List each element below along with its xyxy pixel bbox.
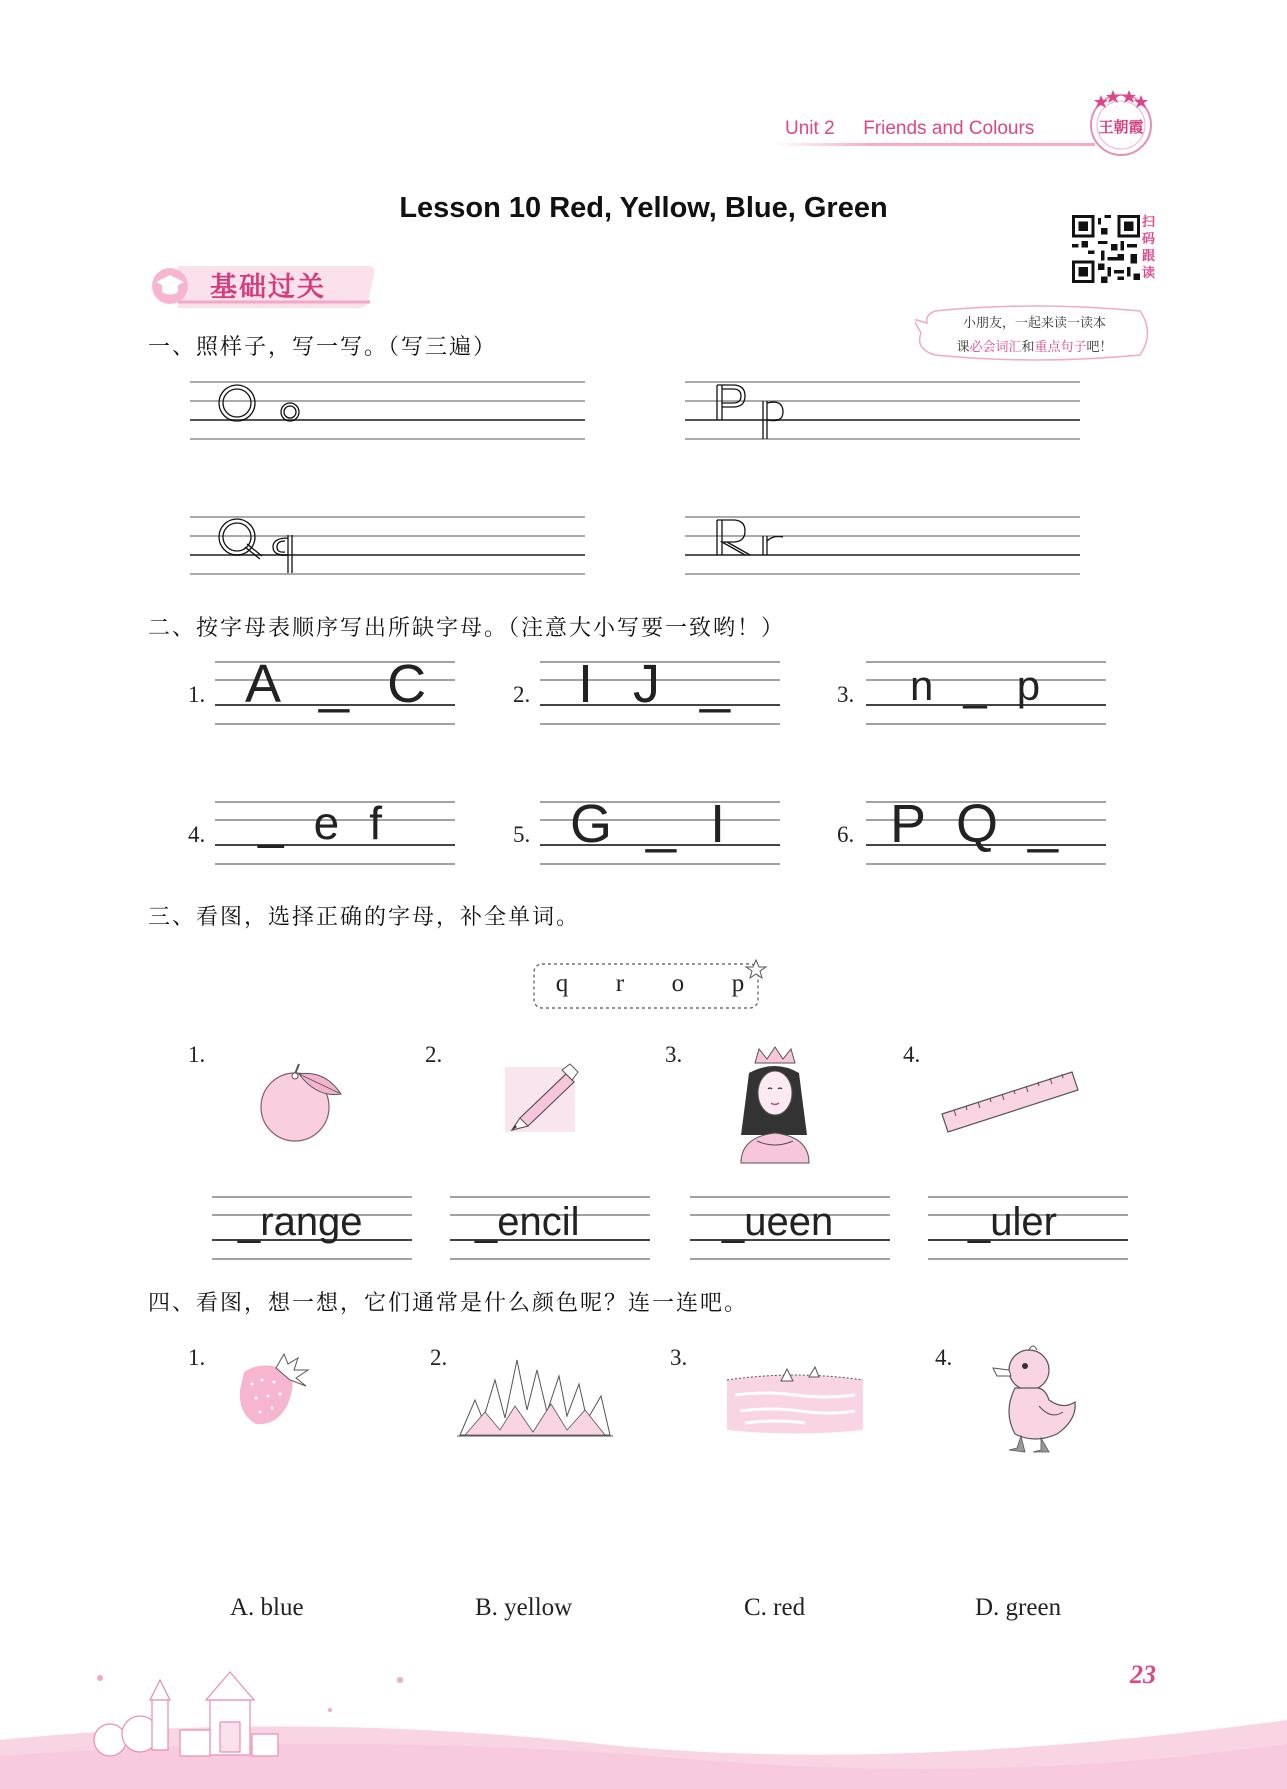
alphabet-letter: A: [245, 654, 282, 714]
color-option-blue[interactable]: A. blue: [230, 1594, 304, 1621]
qr-code-icon[interactable]: [1072, 215, 1140, 283]
missing-letter-blank[interactable]: _: [646, 794, 677, 854]
item-number: 1.: [188, 1345, 206, 1370]
item-number: 2.: [513, 682, 531, 707]
item-number: 3.: [837, 682, 855, 707]
alphabet-letter: Q: [956, 794, 999, 854]
letter-choice[interactable]: q: [555, 970, 569, 997]
word-orange[interactable]: _range: [238, 1200, 363, 1244]
item-number: 2.: [430, 1345, 448, 1370]
word-ruler[interactable]: _uler: [968, 1200, 1057, 1244]
svg-text:王朝霞: 王朝霞: [1098, 118, 1144, 136]
missing-letter-blank[interactable]: _: [319, 654, 350, 714]
alphabet-letter: P: [890, 794, 927, 854]
section3-heading: 三、看图，选择正确的字母，补全单词。: [148, 905, 581, 930]
badge-label: 基础过关: [210, 272, 326, 303]
alphabet-letter: e: [313, 797, 340, 849]
missing-letter-blank[interactable]: _: [258, 797, 284, 849]
castle-icon: [94, 1672, 278, 1756]
section2-heading: 二、按字母表顺序写出所缺字母。（注意大小写要一致哟！）: [148, 616, 786, 641]
missing-letter-blank[interactable]: _: [1028, 794, 1059, 854]
sample-letter-q: [219, 519, 292, 573]
lesson-title: Lesson 10 Red, Yellow, Blue, Green: [399, 192, 888, 224]
color-option-yellow[interactable]: B. yellow: [475, 1594, 573, 1621]
section1-heading: 一、照样子，写一写。（写三遍）: [148, 335, 498, 360]
alphabet-letter: G: [570, 794, 613, 854]
missing-letter-blank[interactable]: _: [700, 654, 731, 714]
item-number: 4.: [935, 1345, 953, 1370]
footer-decoration: [0, 1660, 1287, 1789]
unit-header: [785, 118, 1034, 140]
strawberry-icon: [232, 1350, 322, 1430]
grass-icon: [455, 1340, 615, 1440]
page-number: 23: [1130, 1660, 1156, 1689]
letter-choice[interactable]: p: [731, 970, 745, 997]
alphabet-letter: I: [710, 794, 726, 854]
queen-icon: [727, 1045, 822, 1165]
seal-icon: [1085, 85, 1157, 157]
letter-choice[interactable]: o: [671, 970, 685, 997]
word-queen[interactable]: _ueen: [722, 1200, 834, 1244]
header-divider: [775, 143, 1095, 146]
scan-label: 扫码跟读: [1142, 215, 1156, 281]
item-number: 3.: [670, 1345, 688, 1370]
ruler-icon: [940, 1070, 1080, 1145]
item-number: 1.: [188, 682, 206, 707]
missing-letter-blank[interactable]: _: [963, 662, 987, 709]
letter-choice[interactable]: r: [615, 970, 625, 997]
item-number: 2.: [425, 1042, 443, 1067]
pencil-icon: [500, 1062, 580, 1137]
sample-letter-r: [717, 520, 783, 555]
color-option-green[interactable]: D. green: [975, 1594, 1062, 1621]
water-icon: [725, 1365, 865, 1440]
unit-label: Unit 2: [785, 118, 835, 139]
alphabet-letter: p: [1016, 662, 1041, 709]
orange-icon: [255, 1060, 350, 1145]
color-option-red[interactable]: C. red: [744, 1594, 806, 1621]
alphabet-letter: f: [369, 797, 382, 849]
alphabet-letter: J: [633, 654, 661, 714]
alphabet-letter: n: [910, 662, 934, 709]
duckling-icon: [985, 1340, 1085, 1460]
sample-letter-p: [717, 385, 783, 439]
section4-heading: 四、看图，想一想，它们通常是什么颜色呢？连一连吧。: [148, 1291, 749, 1316]
bubble-text: 小朋友，一起来读一读本 课必会词汇和重点句子吧！: [956, 316, 1113, 355]
handwriting-grid: [185, 375, 1085, 585]
item-number: 4.: [188, 822, 206, 847]
item-number: 6.: [837, 822, 855, 847]
unit-title: Friends and Colours: [863, 118, 1035, 139]
item-number: 3.: [665, 1042, 683, 1067]
sample-letter-o: [219, 385, 299, 421]
item-number: 5.: [513, 822, 531, 847]
letter-choices: [532, 970, 768, 998]
item-number: 1.: [188, 1042, 206, 1067]
alphabet-letter: C: [387, 654, 427, 714]
alphabet-letter: I: [578, 654, 594, 714]
item-number: 4.: [903, 1042, 921, 1067]
word-pencil[interactable]: _encil: [475, 1200, 580, 1244]
